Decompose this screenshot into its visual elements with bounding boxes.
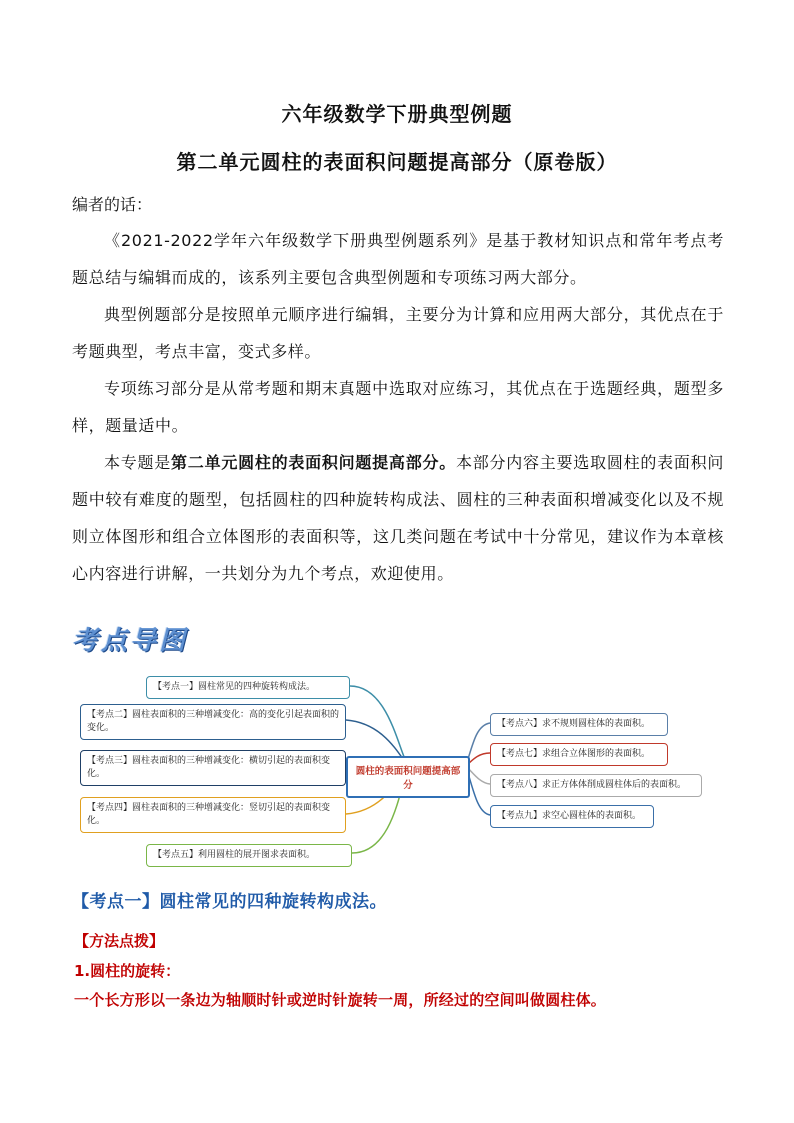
mind-map [78,668,718,874]
mindmap-node-5: 【考点五】利用圆柱的展开图求表面积。 [146,844,352,867]
point-1-label: 1.圆柱的旋转： [74,962,181,980]
point-1-definition: 一个长方形以一条边为轴顺时针或逆时针旋转一周，所经过的空间叫做圆柱体。 [74,991,607,1009]
mindmap-node-1: 【考点一】圆柱常见的四种旋转构成法。 [146,676,350,699]
mindmap-center: 圆柱的表面积问题提高部分 [346,756,470,798]
intro-paragraph-3: 专项练习部分是从常考题和期末真题中选取对应练习，其优点在于选题经典，题型多样，题量适中。 [72,379,724,435]
p4-bold: 第二单元圆柱的表面积问题提高部分。 [171,453,456,472]
intro-paragraph-1: 《2021-2022学年六年级数学下册典型例题系列》是基于教材知识点和常年考点考题总结与编辑而成的，该系列主要包含典型例题和专项练习两大部分。 [72,231,724,287]
mindmap-node-6: 【考点六】求不规则圆柱体的表面积。 [490,713,668,736]
method-label: 【方法点拨】 [74,932,165,950]
intro-paragraph-2: 典型例题部分是按照单元顺序进行编辑，主要分为计算和应用两大部分，其优点在于考题典型，考点丰富，变式多样。 [72,305,724,361]
mindmap-node-2: 【考点二】圆柱表面积的三种增减变化：高的变化引起表面积的变化。 [80,704,346,740]
p4-prefix: 本专题是 [104,453,172,472]
mindmap-node-3: 【考点三】圆柱表面积的三种增减变化：横切引起的表面积变化。 [80,750,346,786]
mindmap-node-9: 【考点九】求空心圆柱体的表面积。 [490,805,654,828]
intro-paragraph-4 [72,444,724,592]
mindmap-node-4: 【考点四】圆柱表面积的三种增减变化：竖切引起的表面积变化。 [80,797,346,833]
guide-heading: 考点导图 [72,626,189,656]
mindmap-node-8: 【考点八】求正方体体削成圆柱体后的表面积。 [490,774,702,797]
page-title: 六年级数学下册典型例题 [281,102,513,126]
p4-rest: 本部分内容主要选取圆柱的表面积问题中较有难度的题型，包括圆柱的四种旋转构成法、圆柱的三种表面积增减变化以及不规则立体图形和组合立体图形的表面积等，这几类问题在考试中十分常见，建议作为本章核心内容进行讲解，一共划分为九个考点，欢迎使用。 [72,453,724,583]
section-1-heading: 【考点一】圆柱常见的四种旋转构成法。 [72,892,387,912]
editor-note-label: 编者的话： [72,195,153,214]
page-subtitle: 第二单元圆柱的表面积问题提高部分（原卷版） [176,150,618,174]
mindmap-node-7: 【考点七】求组合立体图形的表面积。 [490,743,668,766]
